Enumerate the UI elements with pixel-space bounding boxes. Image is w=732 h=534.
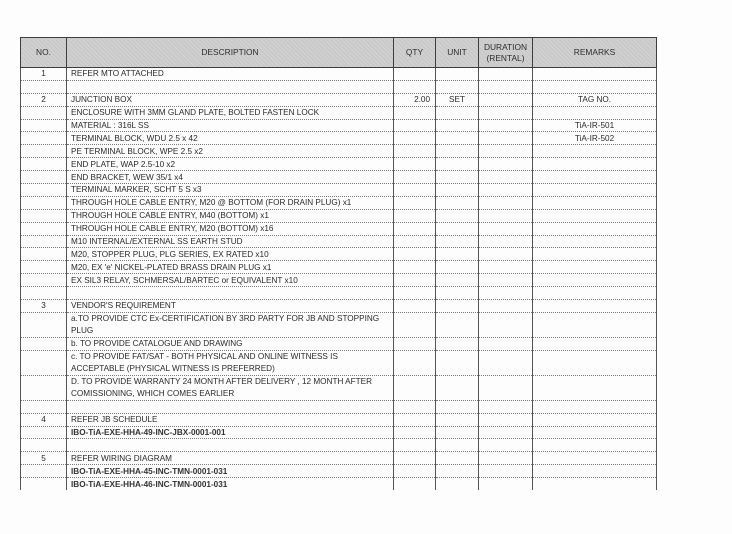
- row-remarks: [533, 158, 657, 171]
- row-no: [21, 171, 67, 184]
- row-description: IBO-TiA-EXE-HHA-45-INC-TMN-0001-031: [67, 465, 394, 478]
- row-duration: [479, 287, 533, 300]
- row-description: TERMINAL BLOCK, WDU 2.5 x 42: [67, 132, 394, 145]
- row-unit: [436, 80, 479, 93]
- row-remarks: [533, 209, 657, 222]
- row-description: a.TO PROVIDE CTC Ex-CERTIFICATION BY 3RD PARTY FOR JB AND STOPPING PLUG: [67, 312, 394, 337]
- table-row: [21, 312, 657, 337]
- row-remarks: [533, 400, 657, 413]
- row-no: [21, 196, 67, 209]
- table-row: [21, 222, 657, 235]
- table-row: [21, 375, 657, 400]
- row-description: D. TO PROVIDE WARRANTY 24 MONTH AFTER DELIVERY , 12 MONTH AFTER COMISSIONING, WHICH COMES EARLIER: [67, 375, 394, 400]
- table-row: [21, 80, 657, 93]
- row-duration: [479, 171, 533, 184]
- table-header: [21, 38, 657, 68]
- row-no: [21, 222, 67, 235]
- row-duration: [479, 248, 533, 261]
- row-unit: [436, 68, 479, 81]
- row-unit: [436, 196, 479, 209]
- row-duration: [479, 158, 533, 171]
- row-unit: [436, 478, 479, 490]
- row-qty: [394, 375, 436, 400]
- row-remarks: [533, 261, 657, 274]
- row-no: [21, 465, 67, 478]
- table-row: [21, 439, 657, 452]
- row-duration: [479, 312, 533, 337]
- row-qty: [394, 222, 436, 235]
- row-remarks: [533, 350, 657, 375]
- row-duration: [479, 184, 533, 197]
- row-unit: [436, 184, 479, 197]
- row-qty: [394, 248, 436, 261]
- row-duration: [479, 106, 533, 119]
- row-no: 5: [21, 452, 67, 465]
- row-no: [21, 375, 67, 400]
- row-description: JUNCTION BOX: [67, 93, 394, 106]
- row-duration: [479, 119, 533, 132]
- row-no: [21, 312, 67, 337]
- row-remarks: [533, 465, 657, 478]
- row-unit: [436, 222, 479, 235]
- table-row: [21, 158, 657, 171]
- row-no: [21, 274, 67, 287]
- row-duration: [479, 439, 533, 452]
- row-unit: [436, 400, 479, 413]
- row-description: M10 INTERNAL/EXTERNAL SS EARTH STUD: [67, 235, 394, 248]
- row-duration: [479, 80, 533, 93]
- row-qty: 2.00: [394, 93, 436, 106]
- row-description: MATERIAL : 316L SS: [67, 119, 394, 132]
- header-duration: [479, 38, 533, 68]
- row-duration: [479, 400, 533, 413]
- row-qty: [394, 261, 436, 274]
- row-duration: [479, 132, 533, 145]
- row-description: [67, 287, 394, 300]
- row-qty: [394, 196, 436, 209]
- header-unit: UNIT: [436, 38, 479, 68]
- row-duration: [479, 93, 533, 106]
- row-qty: [394, 171, 436, 184]
- row-qty: [394, 439, 436, 452]
- row-no: [21, 158, 67, 171]
- row-qty: [394, 209, 436, 222]
- header-no: NO.: [21, 38, 67, 68]
- row-no: [21, 80, 67, 93]
- row-remarks: [533, 413, 657, 426]
- row-unit: [436, 287, 479, 300]
- row-qty: [394, 80, 436, 93]
- table-row: [21, 235, 657, 248]
- row-qty: [394, 287, 436, 300]
- row-qty: [394, 158, 436, 171]
- row-description: M20, STOPPER PLUG, PLG SERIES, EX RATED x10: [67, 248, 394, 261]
- table-row: [21, 465, 657, 478]
- row-unit: [436, 337, 479, 350]
- row-duration: [479, 235, 533, 248]
- row-duration: [479, 413, 533, 426]
- row-description: THROUGH HOLE CABLE ENTRY, M20 (BOTTOM) x16: [67, 222, 394, 235]
- row-qty: [394, 413, 436, 426]
- header-remarks: REMARKS: [533, 38, 657, 68]
- row-remarks: [533, 375, 657, 400]
- row-description: EX SIL3 RELAY, SCHMERSAL/BARTEC or EQUIVALENT x10: [67, 274, 394, 287]
- row-no: [21, 350, 67, 375]
- row-qty: [394, 478, 436, 490]
- row-qty: [394, 106, 436, 119]
- row-no: [21, 400, 67, 413]
- table-row: [21, 287, 657, 300]
- row-qty: [394, 337, 436, 350]
- row-unit: [436, 235, 479, 248]
- table-row: [21, 400, 657, 413]
- row-description: [67, 400, 394, 413]
- row-no: [21, 184, 67, 197]
- row-no: [21, 132, 67, 145]
- row-description: END PLATE, WAP 2.5-10 x2: [67, 158, 394, 171]
- row-description: PE TERMINAL BLOCK, WPE 2.5 x2: [67, 145, 394, 158]
- row-unit: [436, 300, 479, 313]
- row-remarks: [533, 106, 657, 119]
- row-no: [21, 261, 67, 274]
- row-qty: [394, 312, 436, 337]
- row-qty: [394, 184, 436, 197]
- row-description: THROUGH HOLE CABLE ENTRY, M20 @ BOTTOM (FOR DRAIN PLUG) x1: [67, 196, 394, 209]
- row-unit: [436, 312, 479, 337]
- row-unit: [436, 413, 479, 426]
- row-qty: [394, 145, 436, 158]
- row-description: M20, EX 'e' NICKEL-PLATED BRASS DRAIN PLUG x1: [67, 261, 394, 274]
- row-description: IBO-TiA-EXE-HHA-49-INC-JBX-0001-001: [67, 426, 394, 439]
- row-description: VENDOR'S REQUIREMENT: [67, 300, 394, 313]
- row-remarks: [533, 439, 657, 452]
- row-description: END BRACKET, WEW 35/1 x4: [67, 171, 394, 184]
- row-unit: [436, 209, 479, 222]
- table-row: [21, 106, 657, 119]
- row-no: [21, 426, 67, 439]
- row-qty: [394, 274, 436, 287]
- row-remarks: [533, 80, 657, 93]
- row-unit: [436, 452, 479, 465]
- row-remarks: [533, 145, 657, 158]
- row-unit: [436, 261, 479, 274]
- row-no: [21, 106, 67, 119]
- row-remarks: [533, 235, 657, 248]
- table-row: [21, 93, 657, 106]
- row-unit: SET: [436, 93, 479, 106]
- table-row: [21, 478, 657, 490]
- row-no: 1: [21, 68, 67, 81]
- header-description: DESCRIPTION: [67, 38, 394, 68]
- row-duration: [479, 350, 533, 375]
- table-row: [21, 184, 657, 197]
- table-row: [21, 145, 657, 158]
- table-row: [21, 68, 657, 81]
- table-row: [21, 350, 657, 375]
- row-description: IBO-TiA-EXE-HHA-46-INC-TMN-0001-031: [67, 478, 394, 490]
- row-remarks: TiA-IR-501: [533, 119, 657, 132]
- row-unit: [436, 119, 479, 132]
- row-no: 3: [21, 300, 67, 313]
- header-qty: QTY: [394, 38, 436, 68]
- row-duration: [479, 261, 533, 274]
- row-duration: [479, 68, 533, 81]
- row-remarks: [533, 337, 657, 350]
- row-remarks: [533, 287, 657, 300]
- row-unit: [436, 350, 479, 375]
- row-remarks: TiA-IR-502: [533, 132, 657, 145]
- row-duration: [479, 452, 533, 465]
- row-no: 2: [21, 93, 67, 106]
- row-remarks: [533, 478, 657, 490]
- row-no: 4: [21, 413, 67, 426]
- row-no: [21, 209, 67, 222]
- row-remarks: [533, 196, 657, 209]
- row-no: [21, 235, 67, 248]
- table-row: [21, 119, 657, 132]
- table-row: [21, 337, 657, 350]
- row-duration: [479, 426, 533, 439]
- table-row: [21, 209, 657, 222]
- row-duration: [479, 274, 533, 287]
- row-description: REFER JB SCHEDULE: [67, 413, 394, 426]
- table-row: [21, 248, 657, 261]
- row-no: [21, 478, 67, 490]
- row-qty: [394, 300, 436, 313]
- header-duration-line1: DURATION: [483, 42, 528, 52]
- row-description: REFER WIRING DIAGRAM: [67, 452, 394, 465]
- row-no: [21, 439, 67, 452]
- header-duration-line2: (RENTAL): [486, 52, 525, 63]
- row-remarks: [533, 312, 657, 337]
- table-row: [21, 452, 657, 465]
- row-duration: [479, 196, 533, 209]
- row-qty: [394, 68, 436, 81]
- row-description: REFER MTO ATTACHED: [67, 68, 394, 81]
- table-row: [21, 196, 657, 209]
- row-no: [21, 337, 67, 350]
- row-unit: [436, 439, 479, 452]
- row-no: [21, 119, 67, 132]
- row-qty: [394, 350, 436, 375]
- row-duration: [479, 209, 533, 222]
- mto-table: [20, 37, 657, 490]
- row-qty: [394, 119, 436, 132]
- row-remarks: TAG NO.: [533, 93, 657, 106]
- row-remarks: [533, 68, 657, 81]
- row-qty: [394, 235, 436, 248]
- row-duration: [479, 465, 533, 478]
- row-duration: [479, 145, 533, 158]
- table-row: [21, 261, 657, 274]
- row-duration: [479, 222, 533, 235]
- table-row: [21, 171, 657, 184]
- row-remarks: [533, 300, 657, 313]
- table-row: [21, 132, 657, 145]
- row-unit: [436, 132, 479, 145]
- row-duration: [479, 478, 533, 490]
- row-no: [21, 287, 67, 300]
- table-row: [21, 426, 657, 439]
- table-body: [21, 68, 657, 491]
- row-unit: [436, 145, 479, 158]
- row-description: b. TO PROVIDE CATALOGUE AND DRAWING: [67, 337, 394, 350]
- row-unit: [436, 465, 479, 478]
- table-row: [21, 300, 657, 313]
- row-duration: [479, 375, 533, 400]
- row-description: [67, 80, 394, 93]
- row-description: [67, 439, 394, 452]
- row-unit: [436, 158, 479, 171]
- row-unit: [436, 106, 479, 119]
- row-duration: [479, 300, 533, 313]
- row-unit: [436, 426, 479, 439]
- row-duration: [479, 337, 533, 350]
- row-qty: [394, 452, 436, 465]
- row-description: c. TO PROVIDE FAT/SAT - BOTH PHYSICAL AND ONLINE WITNESS IS ACCEPTABLE (PHYSICAL WITNESS IS PREFERRED): [67, 350, 394, 375]
- row-qty: [394, 465, 436, 478]
- row-unit: [436, 171, 479, 184]
- row-unit: [436, 375, 479, 400]
- row-remarks: [533, 452, 657, 465]
- row-remarks: [533, 222, 657, 235]
- row-description: THROUGH HOLE CABLE ENTRY, M40 (BOTTOM) x1: [67, 209, 394, 222]
- row-qty: [394, 426, 436, 439]
- row-no: [21, 248, 67, 261]
- row-remarks: [533, 184, 657, 197]
- row-qty: [394, 132, 436, 145]
- row-unit: [436, 248, 479, 261]
- row-qty: [394, 400, 436, 413]
- row-unit: [436, 274, 479, 287]
- row-remarks: [533, 426, 657, 439]
- row-no: [21, 145, 67, 158]
- table-row: [21, 274, 657, 287]
- row-remarks: [533, 248, 657, 261]
- table-row: [21, 413, 657, 426]
- row-description: ENCLOSURE WITH 3MM GLAND PLATE, BOLTED FASTEN LOCK: [67, 106, 394, 119]
- row-remarks: [533, 274, 657, 287]
- row-description: TERMINAL MARKER, SCHT 5 S x3: [67, 184, 394, 197]
- row-remarks: [533, 171, 657, 184]
